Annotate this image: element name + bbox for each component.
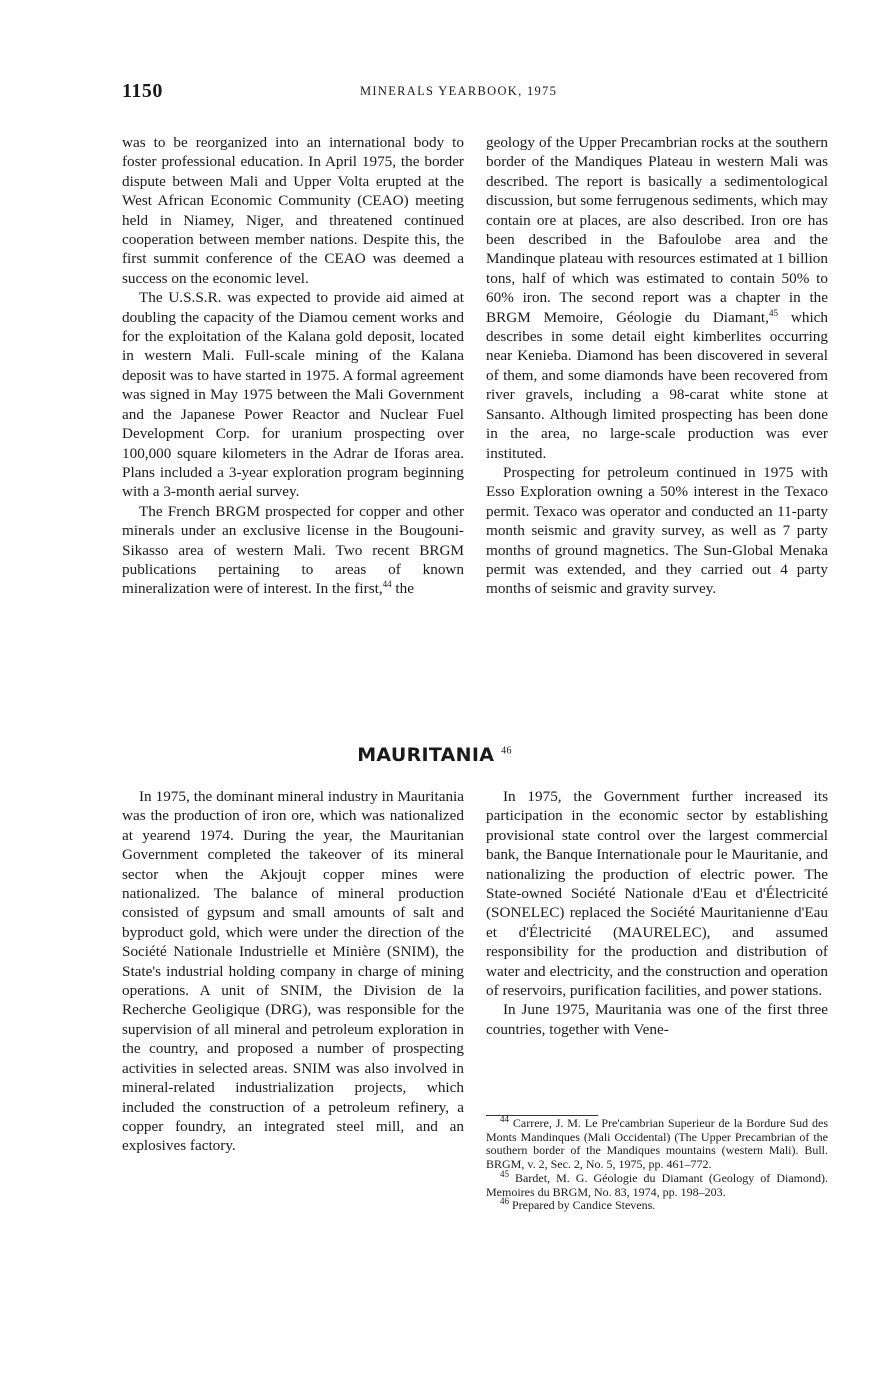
paragraph [122,502,464,599]
paragraph-text: the [391,580,414,598]
section-heading [0,744,869,766]
paragraph: The U.S.S.R. was expected to provide aid aimed at doubling the capacity of the Diamou cement works and for the exploitation of the Kalana gold deposit, located in western Mali. Full-scale mining of the Kalana deposit was to have started in 1975. A formal agreement was signed in May 1975 between the Mali Government and the Japanese Power Reactor and Nuclear Fuel Development Corp. for uranium prospecting over 100,000 square kilometers in the Adrar de Iforas area. Plans included a 3-year exploration program beginning with a 3-month aerial survey. [122,289,464,501]
bottom-right-column [486,787,828,1039]
paragraph: In 1975, the Government further increased its participation in the economic sector by establishing provisional state control over the largest commercial bank, the Banque Internationale pour le Mauritanie, and nationalizing the production of electric power. The State-owned Société Nationale d'Eau et d'Électricité (SONELEC) replaced the Société Mauritanienne d'Eau et d'Électricité (MAURELEC), and assumed responsibility for the production and distribution of water and electricity, and the construction and operation of reservoirs, purification facilities, and power stations. [486,788,828,1000]
footnote-ref-46: 46 [501,745,512,757]
section-title: MAURITANIA [357,744,495,766]
paragraph-text: geology of the Upper Precambrian rocks at the southern border of the Mandiques Plateau in western Mali was described. The report is basically a sedimentological discussion, but some ferrugenous sediments, which may contain ore at places, are also described. Iron ore has been described in the Bafoulobe area and the Mandinque plateau with resources estimated at 1 billion tons, half of which was estimated to contain 50% to 60% iron. The second report was a chapter in the BRGM Memoire, Géologie du Diamant, [486,134,828,326]
paragraph: In June 1975, Mauritania was one of the first three countries, together with Vene- [486,1001,828,1038]
paragraph [486,133,828,463]
paragraph-text: The French BRGM prospected for copper and other minerals under an exclusive license in the Bougouni-Sikasso area of western Mali. Two recent BRGM publications pertaining to areas of known mineralization were of interest. In the first, [122,502,464,598]
paragraph: was to be reorganized into an international body to foster professional education. In April 1975, the border dispute between Mali and Upper Volta erupted at the West African Economic Community (CEAO) meeting held in Niamey, Niger, and threatened continued cooperation between member nations. Despite this, the first summit conference of the CEAO was deemed a success on the economic level. [122,134,464,287]
footnote-number: 45 [500,1168,509,1179]
footnote-ref-44: 44 [382,579,392,590]
footnote-number: 44 [500,1114,509,1124]
footnotes [486,1114,828,1213]
footnote-text: Carrere, J. M. Le Pre'cambrian Superieur de la Bordure Sud des Monts Mandinques (Mali Occidental) (The Upper Precambrian of the southern border of the Mandiques mountains (western Mali). Bull. BRGM, v. 2, Sec. 2, No. 5, 1975, pp. 461–772. [486,1116,828,1172]
page-number: 1150 [122,80,163,102]
footnote-ref-45: 45 [768,307,778,318]
footnote-text: Bardet, M. G. Géologie du Diamant (Geology of Diamond). Memoires du BRGM, No. 83, 1974, pp. 198–203. [486,1170,828,1199]
footnote-number: 46 [500,1196,509,1207]
top-left-column [122,133,464,599]
footnote [486,1114,828,1172]
paragraph: Prospecting for petroleum continued in 1975 with Esso Exploration owning a 50% interest in the Texaco permit. Texaco was operator and conducted an 11-party month seismic and gravity survey, as well as 7 party months of ground magnetics. The Sun-Global Menaka permit was extended, and they carried out 4 party months of seismic and gravity survey. [486,463,828,598]
footnote [486,1168,828,1199]
paragraph: In 1975, the dominant mineral industry in Mauritania was the production of iron ore, which was nationalized at yearend 1974. During the year, the Mauritanian Government completed the takeover of its mineral sector when the Akjoujt copper mines were nationalized. The balance of mineral production consisted of gypsum and small amounts of salt and byproduct gold, which were under the direction of the Société Nationale Industrielle et Minière (SNIM), the State's industrial holding company in charge of mining operations. A unit of SNIM, the Division de la Recherche Geoligique (DRG), was responsible for the supervision of all mineral and petroleum exploration in the country, and proposed a number of prospecting activities in selected areas. SNIM was also involved in mineral-related industrialization projects, which included the construction of a petroleum refinery, a copper foundry, an integrated steel mill, and an explosives factory. [122,788,464,1155]
paragraph-text: which describes in some detail eight kimberlites occurring near Kenieba. Diamond has been discovered in several of them, and some diamonds have been recovered from river gravels, including a 98-carat white stone at Sansanto. Although limited prospecting has been done in the area, no large-scale production was ever instituted. [486,308,828,462]
bottom-left-column [122,787,464,1156]
footnote-text: Prepared by Candice Stevens. [512,1198,656,1213]
running-title: MINERALS YEARBOOK, 1975 [360,84,558,98]
footnote [486,1196,828,1213]
top-right-column [486,133,828,599]
